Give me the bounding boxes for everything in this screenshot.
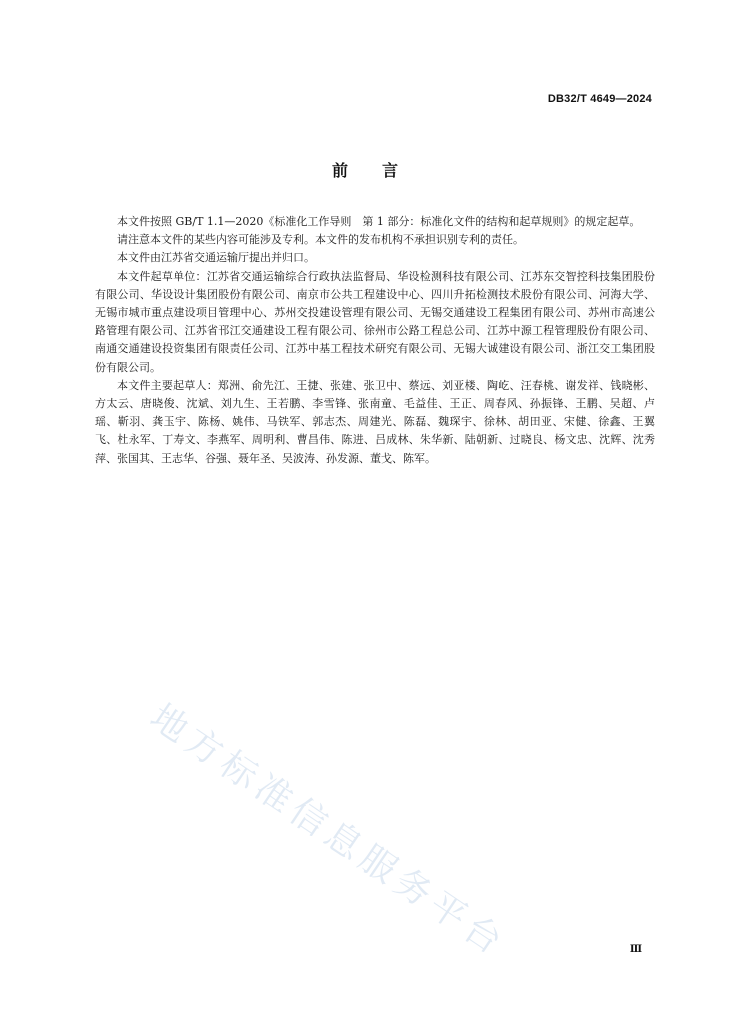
paragraph-drafting-rules: 本文件按照 GB/T 1.1—2020《标准化工作导则 第 1 部分：标准化文件的结构和起草规则》的规定起草。: [117, 215, 641, 228]
page-number: Ⅲ: [629, 944, 642, 955]
watermark: 地方标准信息服务平台: [142, 696, 514, 966]
standard-number: DB32/T 4649—2024: [547, 93, 652, 105]
page-title: 前言: [331, 161, 432, 180]
foreword-body: [95, 213, 655, 468]
paragraph-drafters: 本文件主要起草人：郑洲、俞先江、王捷、张建、张卫中、蔡远、刘亚楼、陶屹、汪春桃、谢发祥、钱晓彬、方太云、唐晓俊、沈斌、刘九生、王若鹏、李雪锋、张南童、毛益佳、王正、周春风、孙振锋、王鹏、吴超、卢瑶、靳羽、龚玉宇、陈杨、姚伟、马铁军、郭志杰、周建光、陈磊、魏琛宇、徐林、胡田亚、宋健、徐鑫、王翼飞、杜永军、丁寿文、李燕军、周明利、曹昌伟、陈进、吕成林、朱华新、陆朝新、过晓良、杨文忠、沈辉、沈秀萍、张国其、王志华、谷强、聂年圣、吴波涛、孙发源、董戈、陈军。: [95, 378, 655, 465]
paragraph-drafting-units: 本文件起草单位：江苏省交通运输综合行政执法监督局、华设检测科技有限公司、江苏东交智控科技集团股份有限公司、华设设计集团股份有限公司、南京市公共工程建设中心、四川升拓检测技术股份有限公司、河海大学、无锡市城市重点建设项目管理中心、苏州交投建设管理有限公司、无锡交通建设工程集团有限公司、苏州市高速公路管理有限公司、江苏省邗江交通建设工程有限公司、徐州市公路工程总公司、江苏中源工程管理股份有限公司、南通交通建设投资集团有限责任公司、江苏中基工程技术研究有限公司、无锡大诚建设有限公司、浙江交工集团股份有限公司。: [95, 269, 655, 374]
paragraph-patent-notice: 请注意本文件的某些内容可能涉及专利。本文件的发布机构不承担识别专利的责任。: [117, 233, 524, 247]
paragraph-proposer: 本文件由江苏省交通运输厅提出并归口。: [117, 251, 315, 265]
